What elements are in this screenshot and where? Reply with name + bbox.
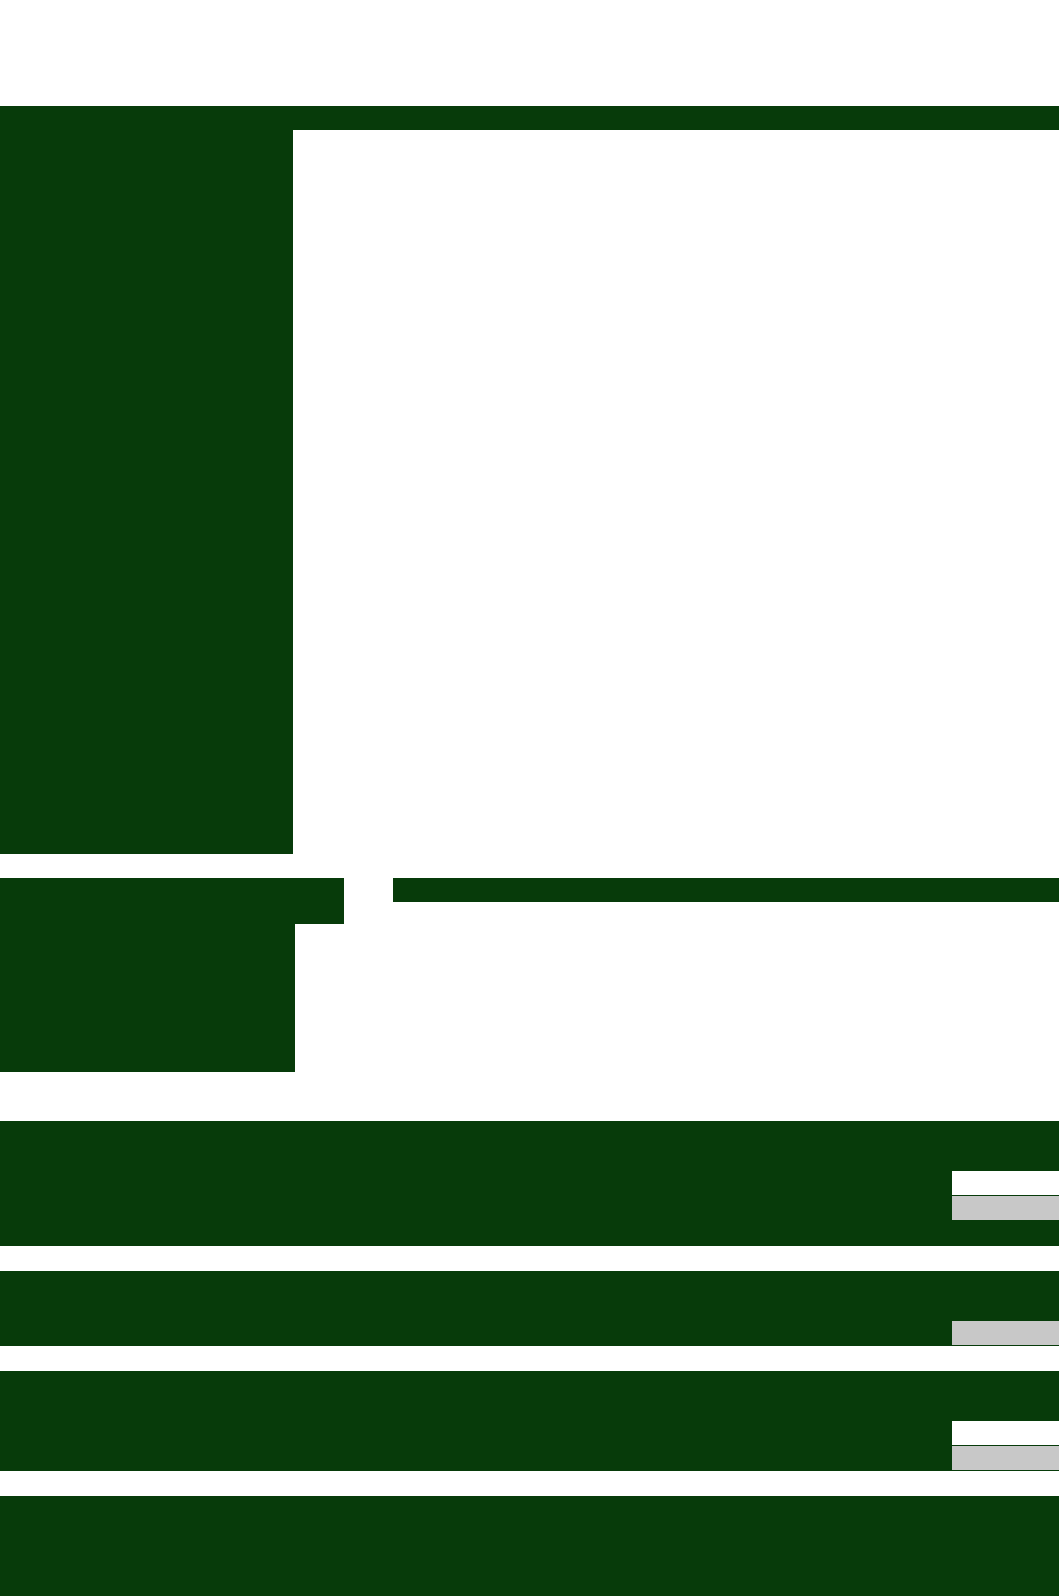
kjottkontroll-value (952, 1171, 1059, 1195)
offentlige-section (0, 1121, 1059, 1246)
distrikt-header (0, 878, 344, 924)
omsetning-section (0, 1271, 1059, 1346)
endringer-header (393, 878, 1059, 902)
forskning-value (952, 1196, 1059, 1220)
price-table-label-column (0, 130, 293, 854)
kvalitet-o-value (952, 1446, 1059, 1470)
kvalitet-section (0, 1371, 1059, 1471)
kvalitet-o-plus-value (952, 1421, 1059, 1445)
omsetning-value (952, 1321, 1059, 1345)
trekk-section (0, 1496, 1059, 1596)
price-table-header (0, 106, 1059, 130)
distrikt-label-column (0, 924, 295, 1072)
